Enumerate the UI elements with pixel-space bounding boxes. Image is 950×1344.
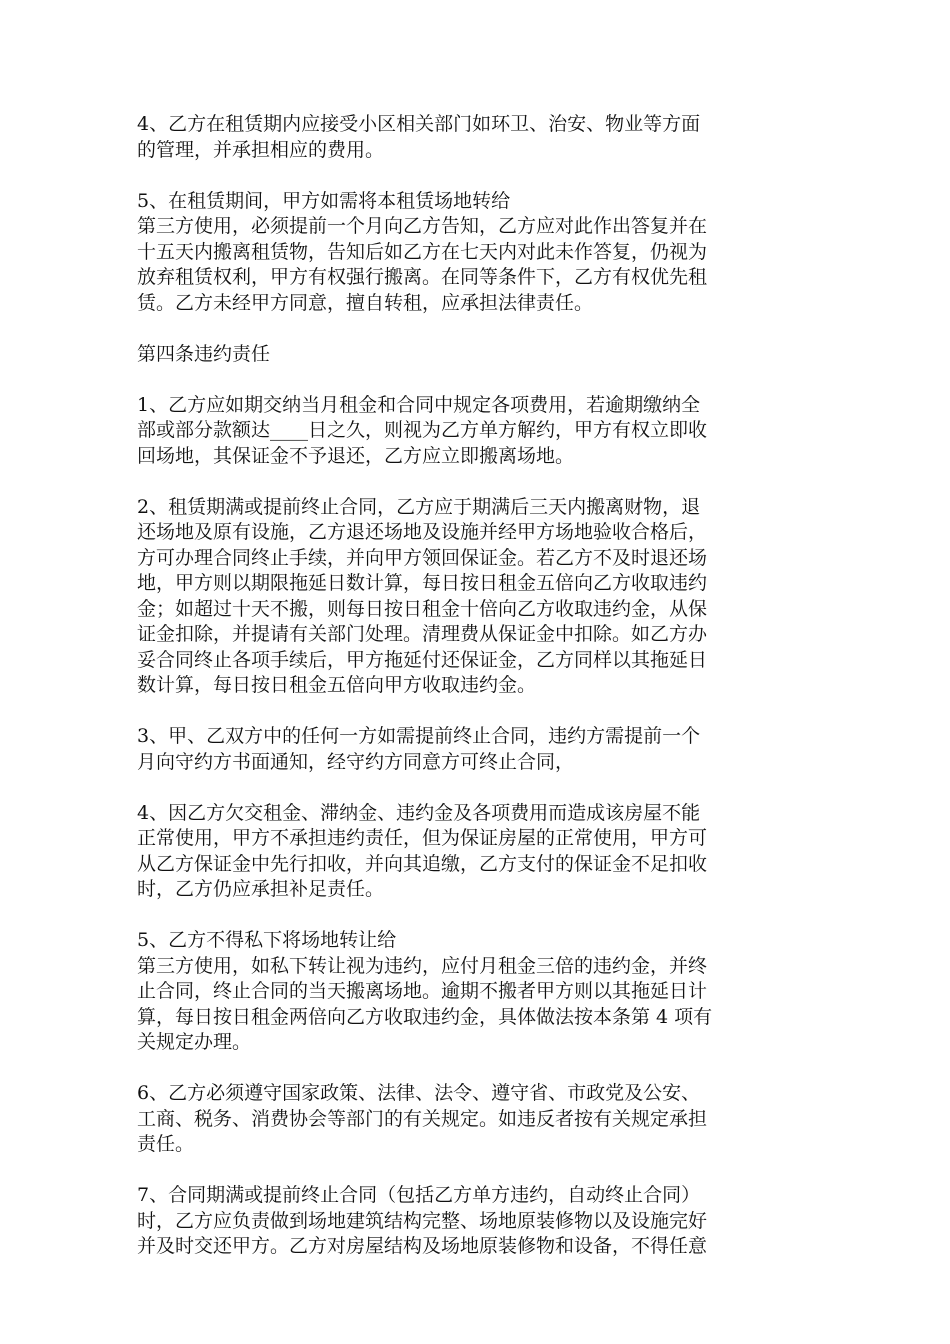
text-line: 数计算，每日按日租金五倍向甲方收取违约金。 [137, 674, 537, 696]
text-line: 还场地及原有设施，乙方退还场地及设施并经甲方场地验收合格后， [137, 521, 708, 543]
clause-4-item-1 [137, 393, 817, 470]
text-line: 十五天内搬离租赁物，告知后如乙方在七天内对此未作答复，仍视为 [137, 240, 708, 263]
text-line: 2、租赁期满或提前终止合同，乙方应于期满后三天内搬离财物，退 [137, 495, 701, 518]
text-line: 回场地，其保证金不予退还，乙方应立即搬离场地。 [137, 444, 575, 467]
text-line: 放弃租赁权利，甲方有权强行搬离。在同等条件下，乙方有权优先租 [137, 266, 708, 288]
text-line: 工商、税务、消费协会等部门的有关规定。如违反者按有关规定承担 [137, 1107, 708, 1130]
text-line: 时，乙方应负责做到场地建筑结构完整、场地原装修物以及设施完好 [137, 1209, 708, 1232]
text-line: 的管理，并承担相应的费用。 [137, 138, 385, 161]
text-line: 证金扣除，并提请有关部门处理。清理费从保证金中扣除。如乙方办 [137, 623, 708, 645]
text-line: 止合同，终止合同的当天搬离场地。逾期不搬者甲方则以其拖延日计 [137, 980, 708, 1002]
text-line: 5、乙方不得私下将场地转让给 [137, 929, 397, 951]
clause-4-item-4 [137, 801, 817, 903]
section-heading-4 [137, 342, 817, 368]
clause-3-item-5 [137, 189, 817, 317]
text-line: 并及时交还甲方。乙方对房屋结构及场地原装修物和设备，不得任意 [137, 1235, 708, 1257]
text-line: 责任。 [137, 1133, 195, 1155]
document-page [137, 112, 817, 1285]
text-line: 方可办理合同终止手续，并向甲方领回保证金。若乙方不及时退还场 [137, 546, 708, 569]
text-line: 4、乙方在租赁期内应接受小区相关部门如环卫、治安、物业等方面 [137, 113, 701, 135]
text-line: 从乙方保证金中先行扣收，并向其追缴，乙方支付的保证金不足扣收 [137, 852, 708, 875]
text-line: 月向守约方书面通知，经守约方同意方可终止合同， [137, 750, 575, 773]
text-line: 关规定办理。 [137, 1031, 252, 1053]
clause-4-item-7 [137, 1183, 817, 1260]
text-line: 3、甲、乙双方中的任何一方如需提前终止合同，违约方需提前一个 [137, 725, 701, 747]
text-line: 第三方使用，必须提前一个月向乙方告知，乙方应对此作出答复并在 [137, 215, 708, 237]
text-line: 4、因乙方欠交租金、滞纳金、违约金及各项费用而造成该房屋不能 [137, 801, 701, 824]
text-line: 5、在租赁期间，甲方如需将本租赁场地转给 [137, 189, 511, 212]
text-line: 正常使用，甲方不承担违约责任，但为保证房屋的正常使用，甲方可 [137, 827, 708, 849]
clause-4-item-5 [137, 928, 817, 1056]
text-line: 第三方使用，如私下转让视为违约，应付月租金三倍的违约金，并终 [137, 954, 708, 977]
text-line: 第四条违约责任 [137, 342, 271, 365]
clause-4-item-3 [137, 724, 817, 775]
text-line: 6、乙方必须遵守国家政策、法律、法令、遵守省、市政党及公安、 [137, 1082, 701, 1104]
text-line: 1、乙方应如期交纳当月租金和合同中规定各项费用，若逾期缴纳全 [137, 393, 701, 416]
text-line: 妥合同终止各项手续后，甲方拖延付还保证金，乙方同样以其拖延日 [137, 648, 708, 671]
text-line: 算，每日按日租金两倍向乙方收取违约金，具体做法按本条第 4 项有 [137, 1005, 713, 1028]
clause-4-item-6 [137, 1081, 817, 1158]
text-line: 金；如超过十天不搬，则每日按日租金十倍向乙方收取违约金，从保 [137, 597, 708, 620]
clause-3-item-4 [137, 112, 817, 163]
text-line: 赁。乙方未经甲方同意，擅自转租，应承担法律责任。 [137, 291, 594, 314]
text-line: 地，甲方则以期限拖延日数计算，每日按日租金五倍向乙方收取违约 [137, 572, 708, 594]
text-line: 时，乙方仍应承担补足责任。 [137, 878, 385, 900]
clause-4-item-2 [137, 495, 817, 699]
text-line: 部或部分款额达____日之久，则视为乙方单方解约，甲方有权立即收 [137, 419, 708, 441]
text-line: 7、合同期满或提前终止合同（包括乙方单方违约，自动终止合同） [137, 1184, 701, 1206]
